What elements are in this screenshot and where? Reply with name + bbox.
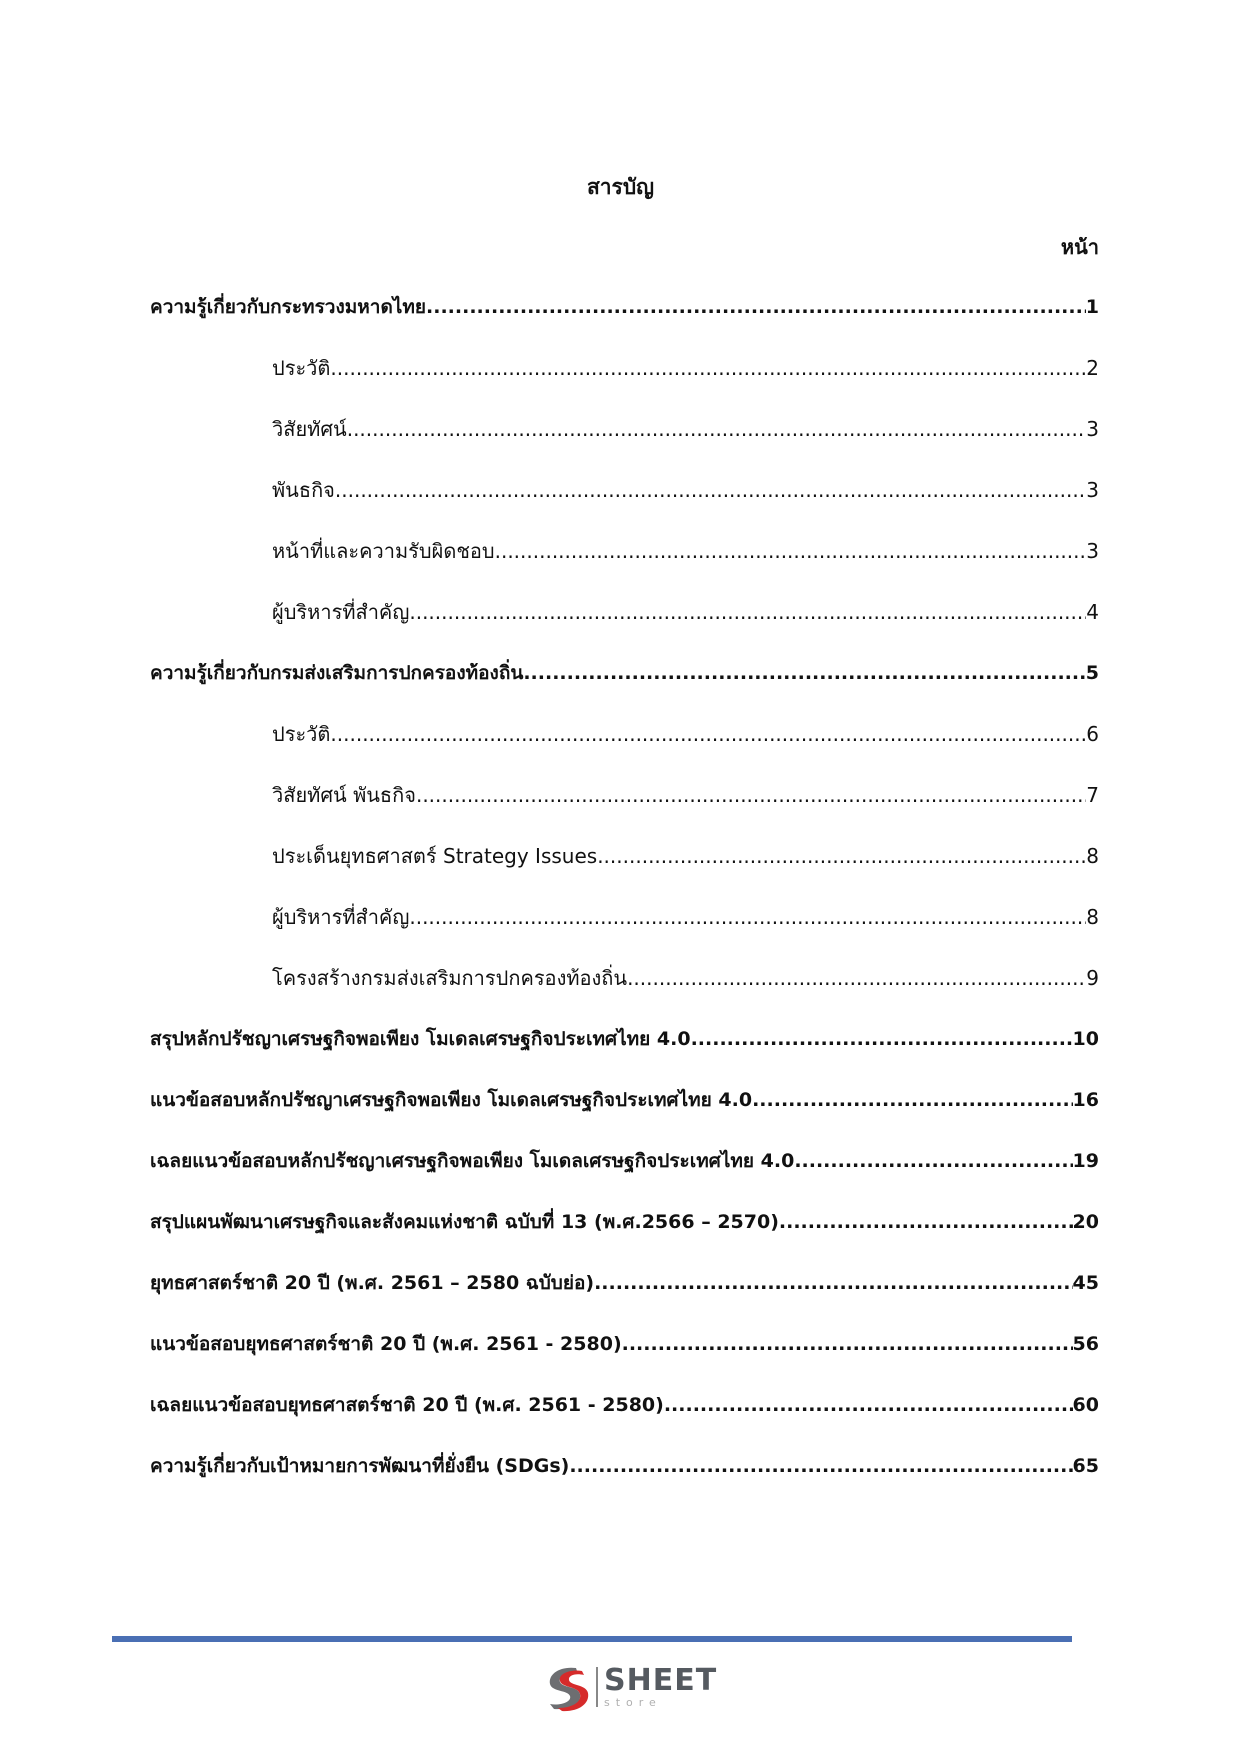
toc-leader	[664, 1390, 1073, 1420]
logo-subword: store	[604, 1696, 662, 1709]
toc-label: ความรู้เกี่ยวกับกระทรวงมหาดไทย	[150, 296, 427, 318]
toc-leader	[426, 292, 1086, 322]
toc-page-number: 56	[1072, 1333, 1099, 1355]
toc-entry[interactable]	[150, 658, 1099, 719]
toc-entry[interactable]	[150, 353, 1099, 414]
toc-entry[interactable]	[150, 597, 1099, 658]
toc-label: โครงสร้างกรมส่งเสริมการปกครองท้องถิ่น	[272, 966, 628, 990]
logo-text	[604, 1663, 718, 1709]
toc-entry[interactable]	[150, 841, 1099, 902]
toc-label: ยุทธศาสตร์ชาติ 20 ปี (พ.ศ. 2561 – 2580 ฉบับย่อ)	[150, 1272, 595, 1294]
toc-page-number: 4	[1086, 600, 1099, 624]
toc-leader	[597, 841, 1086, 871]
toc-label: ความรู้เกี่ยวกับกรมส่งเสริมการปกครองท้องถิ่น	[150, 662, 524, 684]
toc-leader	[416, 780, 1086, 810]
toc-leader	[347, 414, 1087, 444]
toc-entry[interactable]	[150, 292, 1099, 353]
toc-page-number: 5	[1085, 662, 1099, 684]
toc-label: ผู้บริหารที่สำคัญ	[272, 905, 410, 929]
page-title: สารบัญ	[586, 175, 655, 199]
toc-page-number: 3	[1086, 478, 1099, 502]
sheet-store-logo	[542, 1660, 717, 1714]
toc-page-number: 16	[1072, 1089, 1099, 1111]
toc-leader	[779, 1207, 1073, 1237]
footer-rule	[112, 1636, 1072, 1642]
sheet-store-logo-mark-icon	[542, 1662, 592, 1712]
toc-page-number: 8	[1086, 905, 1099, 929]
toc-entry[interactable]	[150, 719, 1099, 780]
toc-entry[interactable]	[150, 475, 1099, 536]
toc-page-number: 9	[1086, 966, 1099, 990]
toc-page-number: 1	[1085, 296, 1099, 318]
toc-label: ผู้บริหารที่สำคัญ	[272, 600, 410, 624]
toc-label: ประวัติ	[272, 356, 331, 380]
toc-label: ประวัติ	[272, 722, 331, 746]
toc-page-number: 8	[1086, 844, 1099, 868]
toc-label: สรุปแผนพัฒนาเศรษฐกิจและสังคมแห่งชาติ ฉบับที่ 13 (พ.ศ.2566 – 2570)	[150, 1211, 779, 1233]
logo-divider	[596, 1667, 598, 1707]
toc-page-number: 2	[1086, 356, 1099, 380]
toc-entry[interactable]	[150, 1329, 1099, 1390]
toc-entry[interactable]	[150, 1268, 1099, 1329]
toc-label: แนวข้อสอบหลักปรัชญาเศรษฐกิจพอเพียง โมเดลเศรษฐกิจประเทศไทย 4.0	[150, 1089, 753, 1111]
toc-leader	[409, 597, 1086, 627]
toc-label: วิสัยทัศน์ พันธกิจ	[272, 783, 416, 807]
toc-page-number: 7	[1086, 783, 1099, 807]
toc-page-number: 19	[1072, 1150, 1099, 1172]
toc-leader	[495, 536, 1087, 566]
toc-page-number: 3	[1086, 417, 1099, 441]
toc-leader	[752, 1085, 1072, 1115]
toc-entry[interactable]	[150, 1146, 1099, 1207]
toc-label: สรุปหลักปรัชญาเศรษฐกิจพอเพียง โมเดลเศรษฐกิจประเทศไทย 4.0	[150, 1028, 691, 1050]
toc-leader	[622, 1329, 1073, 1359]
toc-label: พันธกิจ	[272, 478, 335, 502]
toc-label: เฉลยแนวข้อสอบหลักปรัชญาเศรษฐกิจพอเพียง โมเดลเศรษฐกิจประเทศไทย 4.0	[150, 1150, 795, 1172]
toc-entry[interactable]	[150, 1207, 1099, 1268]
toc-leader	[594, 1268, 1072, 1298]
toc-page-number: 65	[1072, 1455, 1099, 1477]
toc-leader	[627, 963, 1086, 993]
toc-leader	[691, 1024, 1073, 1054]
toc-page-number: 10	[1072, 1028, 1099, 1050]
toc-label: หน้าที่และความรับผิดชอบ	[272, 539, 495, 563]
toc-entry[interactable]	[150, 963, 1099, 1024]
toc-label: วิสัยทัศน์	[272, 417, 347, 441]
toc-page-number: 6	[1086, 722, 1099, 746]
toc-entry[interactable]	[150, 1085, 1099, 1146]
toc-page-number: 60	[1072, 1394, 1099, 1416]
toc-entry[interactable]	[150, 1024, 1099, 1085]
toc-page-number: 3	[1086, 539, 1099, 563]
logo-word: SHEET	[604, 1663, 718, 1698]
toc-leader	[409, 902, 1086, 932]
toc-entry[interactable]	[150, 780, 1099, 841]
toc-entry[interactable]	[150, 1451, 1099, 1512]
toc-entry[interactable]	[150, 1390, 1099, 1451]
page-column-header: หน้า	[1060, 235, 1099, 259]
toc-entry[interactable]	[150, 902, 1099, 963]
toc-leader	[523, 658, 1085, 688]
toc-leader	[335, 475, 1086, 505]
toc-label: แนวข้อสอบยุทธศาสตร์ชาติ 20 ปี (พ.ศ. 2561 - 2580)	[150, 1333, 622, 1355]
table-of-contents	[150, 292, 1099, 1512]
toc-label: ความรู้เกี่ยวกับเป้าหมายการพัฒนาที่ยั่งยืน (SDGs)	[150, 1455, 570, 1477]
toc-page-number: 20	[1072, 1211, 1099, 1233]
toc-leader	[330, 353, 1086, 383]
toc-entry[interactable]	[150, 536, 1099, 597]
toc-page-number: 45	[1072, 1272, 1099, 1294]
toc-leader	[330, 719, 1086, 749]
toc-leader	[794, 1146, 1072, 1176]
toc-label: ประเด็นยุทธศาสตร์ Strategy Issues	[272, 844, 598, 868]
toc-entry[interactable]	[150, 414, 1099, 475]
toc-label: เฉลยแนวข้อสอบยุทธศาสตร์ชาติ 20 ปี (พ.ศ. 2561 - 2580)	[150, 1394, 664, 1416]
toc-leader	[569, 1451, 1072, 1481]
